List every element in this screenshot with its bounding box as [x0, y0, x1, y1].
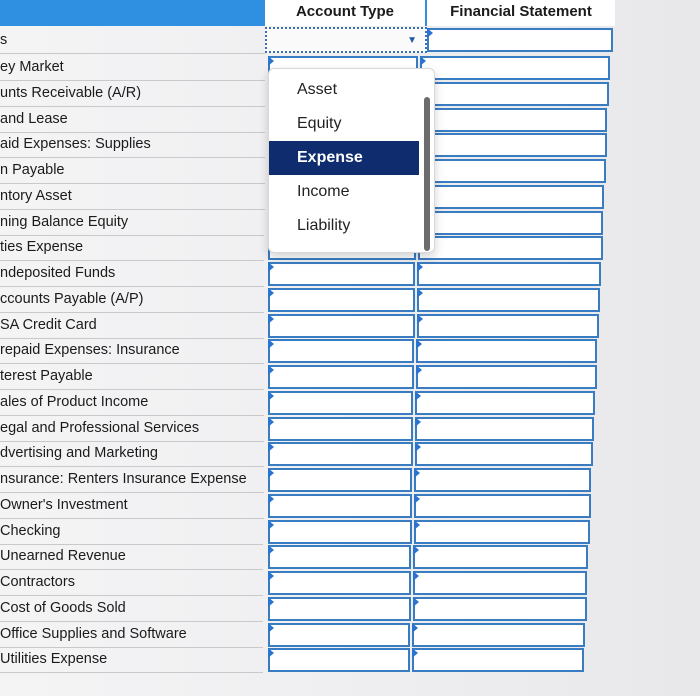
row-label: repaid Expenses: Insurance [0, 337, 264, 364]
financial-statement-cell[interactable] [413, 597, 587, 621]
account-type-cell[interactable] [268, 314, 415, 338]
row-label: ales of Product Income [0, 389, 264, 416]
account-type-cell[interactable] [268, 288, 415, 312]
account-type-cell[interactable] [268, 623, 410, 647]
financial-statement-cell[interactable] [417, 262, 601, 286]
row-label: Owner's Investment [0, 492, 264, 519]
account-type-cell[interactable] [268, 442, 413, 466]
row-label: Utilities Expense [0, 646, 263, 673]
account-type-cell[interactable] [268, 262, 415, 286]
financial-statement-cell[interactable] [418, 211, 603, 235]
row-label: ccounts Payable (A/P) [0, 286, 264, 313]
financial-statement-cell[interactable] [419, 108, 607, 132]
row-label: egal and Professional Services [0, 415, 264, 442]
account-type-cell[interactable] [268, 391, 413, 415]
financial-statement-cell[interactable] [413, 545, 588, 569]
account-type-cell[interactable] [268, 417, 413, 441]
financial-statement-cell[interactable] [414, 520, 590, 544]
row-label: dvertising and Marketing [0, 440, 264, 467]
row-label: nsurance: Renters Insurance Expense [0, 466, 264, 493]
account-type-cell[interactable] [268, 494, 412, 518]
row-label: n Payable [0, 157, 265, 184]
account-type-cell[interactable] [268, 520, 412, 544]
account-type-cell[interactable] [268, 468, 412, 492]
account-type-cell[interactable] [268, 545, 411, 569]
financial-statement-cell[interactable] [420, 56, 610, 80]
financial-statement-cell[interactable] [418, 185, 604, 209]
financial-statement-cell[interactable] [413, 571, 587, 595]
financial-statement-cell[interactable] [415, 442, 593, 466]
account-type-cell[interactable] [268, 648, 410, 672]
row-label: ndeposited Funds [0, 260, 264, 287]
financial-statement-cell[interactable] [415, 391, 595, 415]
financial-statement-cell[interactable] [418, 236, 603, 260]
dropdown-option-liability[interactable]: Liability [297, 217, 351, 234]
row-label-first: s [0, 27, 265, 54]
row-label: terest Payable [0, 363, 264, 390]
financial-statement-cell[interactable] [415, 417, 594, 441]
account-type-cell[interactable] [268, 365, 414, 389]
financial-statement-cell[interactable] [417, 288, 600, 312]
row-label: aid Expenses: Supplies [0, 131, 265, 158]
row-label: SA Credit Card [0, 312, 264, 339]
account-type-dropdown[interactable] [268, 68, 435, 253]
financial-statement-cell[interactable] [414, 494, 591, 518]
row-label: Office Supplies and Software [0, 621, 263, 648]
row-label: unts Receivable (A/R) [0, 80, 265, 107]
financial-statement-cell[interactable] [419, 133, 607, 157]
row-label: ey Market [0, 54, 265, 81]
chevron-down-icon[interactable]: ▼ [407, 35, 417, 46]
financial-statement-cell[interactable] [416, 365, 597, 389]
dropdown-option-equity[interactable]: Equity [297, 115, 342, 132]
row-label: Cost of Goods Sold [0, 595, 263, 622]
financial-statement-select[interactable] [427, 28, 613, 52]
account-type-cell[interactable] [268, 571, 411, 595]
dropdown-option-expense[interactable]: Expense [269, 141, 419, 175]
financial-statement-cell[interactable] [416, 339, 597, 363]
dropdown-scrollbar[interactable] [424, 97, 430, 251]
row-label: and Lease [0, 106, 265, 133]
row-label: Contractors [0, 569, 263, 596]
row-label: Unearned Revenue [0, 543, 263, 570]
financial-statement-cell[interactable] [412, 623, 585, 647]
row-label: ntory Asset [0, 183, 265, 210]
account-type-cell[interactable] [268, 597, 411, 621]
row-label: ning Balance Equity [0, 209, 264, 236]
row-label: Checking [0, 518, 263, 545]
financial-statement-cell[interactable] [414, 468, 591, 492]
dropdown-option-asset[interactable]: Asset [297, 81, 338, 98]
account-type-cell[interactable] [268, 339, 414, 363]
financial-statement-cell[interactable] [417, 314, 599, 338]
row-label: ties Expense [0, 234, 264, 261]
financial-statement-cell[interactable] [419, 159, 606, 183]
column-header-account-type: Account Type [265, 0, 425, 26]
dropdown-option-income[interactable]: Income [297, 183, 350, 200]
account-type-select[interactable] [265, 27, 427, 53]
column-header-financial-statement: Financial Statement [427, 0, 615, 26]
financial-statement-cell[interactable] [420, 82, 609, 106]
financial-statement-cell[interactable] [412, 648, 584, 672]
